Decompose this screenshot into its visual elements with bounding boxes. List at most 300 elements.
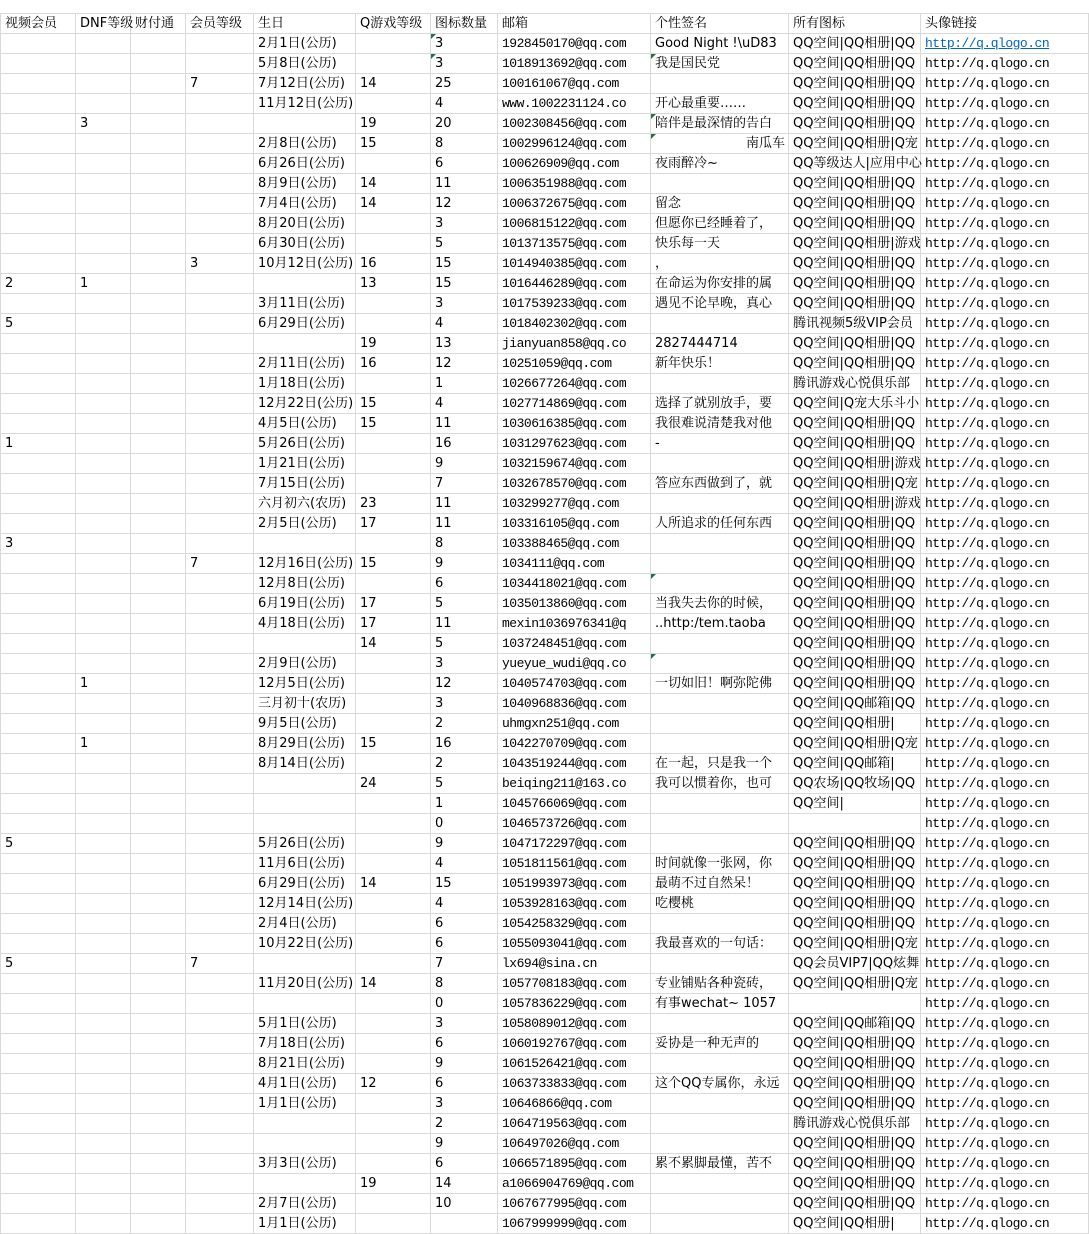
cell-icon-count[interactable]: 11 (431, 493, 498, 513)
cell-all-icons[interactable]: QQ空间|QQ相册|游戏 (789, 453, 921, 473)
cell-birthday[interactable] (254, 533, 356, 553)
cell-signature[interactable]: 2827444714 (651, 333, 789, 353)
cell-qgame-level[interactable]: 16 (356, 353, 431, 373)
cell-avatar-link[interactable]: http://q.qlogo.cn (921, 573, 1089, 593)
cell-email[interactable]: 1066571895@qq.com (498, 1153, 651, 1173)
cell-all-icons[interactable]: QQ空间|QQ相册|QQ (789, 1193, 921, 1213)
cell-avatar-link[interactable]: http://q.qlogo.cn (921, 653, 1089, 673)
cell-all-icons[interactable]: QQ空间|Q宠大乐斗小 (789, 393, 921, 413)
cell-tenpay[interactable] (131, 493, 186, 513)
cell-avatar-link[interactable]: http://q.qlogo.cn (921, 213, 1089, 233)
cell-video-vip[interactable] (1, 513, 76, 533)
cell-tenpay[interactable] (131, 513, 186, 533)
cell-avatar-link[interactable]: http://q.qlogo.cn (921, 673, 1089, 693)
cell-tenpay[interactable] (131, 673, 186, 693)
cell-vip-level[interactable] (186, 573, 254, 593)
cell-video-vip[interactable] (1, 1113, 76, 1133)
cell-all-icons[interactable]: QQ农场|QQ牧场|QQ (789, 773, 921, 793)
cell-tenpay[interactable] (131, 153, 186, 173)
cell-tenpay[interactable] (131, 1033, 186, 1053)
cell-email[interactable]: 1060192767@qq.com (498, 1033, 651, 1053)
cell-qgame-level[interactable] (356, 693, 431, 713)
cell-qgame-level[interactable] (356, 653, 431, 673)
cell-signature[interactable] (651, 173, 789, 193)
cell-video-vip[interactable] (1, 213, 76, 233)
cell-vip-level[interactable] (186, 1133, 254, 1153)
col-header-qgame-level[interactable]: Q游戏等级 (356, 13, 431, 33)
cell-qgame-level[interactable] (356, 1053, 431, 1073)
cell-video-vip[interactable] (1, 933, 76, 953)
cell-vip-level[interactable] (186, 233, 254, 253)
cell-vip-level[interactable] (186, 613, 254, 633)
cell-all-icons[interactable]: QQ空间|QQ相册|QQ (789, 513, 921, 533)
cell-all-icons[interactable]: QQ空间|QQ相册| (789, 1213, 921, 1233)
cell-email[interactable]: 1057708183@qq.com (498, 973, 651, 993)
cell-dnf-level[interactable] (76, 133, 131, 153)
cell-vip-level[interactable] (186, 1213, 254, 1233)
cell-email[interactable]: a1066904769@qq.com (498, 1173, 651, 1193)
cell-icon-count[interactable]: 16 (431, 733, 498, 753)
cell-vip-level[interactable] (186, 793, 254, 813)
cell-qgame-level[interactable]: 12 (356, 1073, 431, 1093)
cell-tenpay[interactable] (131, 33, 186, 53)
cell-tenpay[interactable] (131, 913, 186, 933)
cell-email[interactable]: 1035013860@qq.com (498, 593, 651, 613)
cell-qgame-level[interactable] (356, 213, 431, 233)
cell-tenpay[interactable] (131, 1053, 186, 1073)
cell-vip-level[interactable] (186, 893, 254, 913)
cell-tenpay[interactable] (131, 193, 186, 213)
cell-tenpay[interactable] (131, 433, 186, 453)
cell-birthday[interactable] (254, 1173, 356, 1193)
cell-all-icons[interactable]: QQ空间|QQ相册|QQ (789, 553, 921, 573)
cell-signature[interactable]: ..http:/tem.taoba (651, 613, 789, 633)
cell-dnf-level[interactable] (76, 213, 131, 233)
cell-birthday[interactable] (254, 993, 356, 1013)
cell-icon-count[interactable]: 7 (431, 473, 498, 493)
cell-all-icons[interactable]: QQ空间|QQ相册|QQ (789, 853, 921, 873)
cell-video-vip[interactable] (1, 393, 76, 413)
cell-all-icons[interactable]: QQ空间|QQ相册|QQ (789, 213, 921, 233)
cell-vip-level[interactable]: 7 (186, 553, 254, 573)
cell-avatar-link[interactable]: http://q.qlogo.cn (921, 1173, 1089, 1193)
cell-dnf-level[interactable] (76, 1033, 131, 1053)
cell-dnf-level[interactable] (76, 193, 131, 213)
cell-vip-level[interactable] (186, 533, 254, 553)
cell-signature[interactable]: 一切如旧！啊弥陀佛 (651, 673, 789, 693)
cell-dnf-level[interactable]: 1 (76, 273, 131, 293)
cell-vip-level[interactable] (186, 633, 254, 653)
cell-birthday[interactable]: 6月29日(公历) (254, 313, 356, 333)
cell-avatar-link[interactable]: http://q.qlogo.cn (921, 393, 1089, 413)
cell-qgame-level[interactable]: 15 (356, 553, 431, 573)
cell-signature[interactable] (651, 913, 789, 933)
cell-video-vip[interactable] (1, 193, 76, 213)
cell-video-vip[interactable] (1, 1133, 76, 1153)
cell-icon-count[interactable]: 15 (431, 873, 498, 893)
cell-dnf-level[interactable] (76, 913, 131, 933)
cell-vip-level[interactable] (186, 833, 254, 853)
cell-all-icons[interactable]: QQ空间|QQ相册|QQ (789, 1153, 921, 1173)
cell-dnf-level[interactable] (76, 1053, 131, 1073)
cell-qgame-level[interactable]: 14 (356, 193, 431, 213)
cell-dnf-level[interactable]: 3 (76, 113, 131, 133)
cell-signature[interactable]: 答应东西做到了，就 (651, 473, 789, 493)
cell-birthday[interactable]: 4月18日(公历) (254, 613, 356, 633)
cell-video-vip[interactable] (1, 413, 76, 433)
cell-signature[interactable] (651, 1133, 789, 1153)
cell-qgame-level[interactable]: 14 (356, 873, 431, 893)
cell-signature[interactable]: 夜雨醉冷~ (651, 153, 789, 173)
cell-video-vip[interactable] (1, 1073, 76, 1093)
cell-dnf-level[interactable] (76, 533, 131, 553)
cell-dnf-level[interactable] (76, 813, 131, 833)
cell-email[interactable]: 1002308456@qq.com (498, 113, 651, 133)
cell-dnf-level[interactable] (76, 333, 131, 353)
cell-all-icons[interactable]: QQ空间|QQ相册|QQ (789, 1073, 921, 1093)
cell-video-vip[interactable] (1, 913, 76, 933)
cell-tenpay[interactable] (131, 1193, 186, 1213)
cell-icon-count[interactable]: 11 (431, 513, 498, 533)
cell-all-icons[interactable]: QQ空间|QQ邮箱| (789, 753, 921, 773)
cell-all-icons[interactable]: QQ空间|QQ相册|QQ (789, 593, 921, 613)
cell-avatar-link[interactable]: http://q.qlogo.cn (921, 1033, 1089, 1053)
cell-birthday[interactable]: 10月12日(公历) (254, 253, 356, 273)
cell-vip-level[interactable]: 7 (186, 953, 254, 973)
cell-qgame-level[interactable]: 14 (356, 633, 431, 653)
cell-signature[interactable] (651, 633, 789, 653)
cell-tenpay[interactable] (131, 453, 186, 473)
cell-dnf-level[interactable] (76, 713, 131, 733)
cell-qgame-level[interactable] (356, 793, 431, 813)
cell-tenpay[interactable] (131, 993, 186, 1013)
cell-all-icons[interactable] (789, 993, 921, 1013)
cell-icon-count[interactable]: 3 (431, 1093, 498, 1113)
cell-video-vip[interactable] (1, 1173, 76, 1193)
cell-email[interactable]: 1051993973@qq.com (498, 873, 651, 893)
cell-email[interactable]: 1058089012@qq.com (498, 1013, 651, 1033)
cell-icon-count[interactable]: 6 (431, 1033, 498, 1053)
cell-icon-count[interactable] (431, 1213, 498, 1233)
cell-birthday[interactable]: 12月8日(公历) (254, 573, 356, 593)
cell-all-icons[interactable]: 腾讯游戏心悦俱乐部 (789, 1113, 921, 1133)
cell-dnf-level[interactable] (76, 33, 131, 53)
cell-video-vip[interactable] (1, 493, 76, 513)
cell-all-icons[interactable]: QQ会员VIP7|QQ炫舞 (789, 953, 921, 973)
cell-icon-count[interactable]: 2 (431, 753, 498, 773)
cell-birthday[interactable]: 11月6日(公历) (254, 853, 356, 873)
cell-birthday[interactable]: 3月11日(公历) (254, 293, 356, 313)
cell-birthday[interactable]: 8月14日(公历) (254, 753, 356, 773)
cell-qgame-level[interactable]: 14 (356, 73, 431, 93)
cell-qgame-level[interactable] (356, 1193, 431, 1213)
cell-avatar-link[interactable]: http://q.qlogo.cn (921, 1213, 1089, 1233)
cell-tenpay[interactable] (131, 333, 186, 353)
cell-qgame-level[interactable] (356, 833, 431, 853)
cell-avatar-link[interactable]: http://q.qlogo.cn (921, 1153, 1089, 1173)
cell-email[interactable]: 1063733833@qq.com (498, 1073, 651, 1093)
cell-video-vip[interactable] (1, 553, 76, 573)
cell-dnf-level[interactable] (76, 553, 131, 573)
cell-birthday[interactable]: 1月1日(公历) (254, 1213, 356, 1233)
cell-qgame-level[interactable] (356, 233, 431, 253)
cell-birthday[interactable]: 三月初十(农历) (254, 693, 356, 713)
cell-all-icons[interactable] (789, 813, 921, 833)
cell-signature[interactable]: 在命运为你安排的属 (651, 273, 789, 293)
cell-icon-count[interactable]: 6 (431, 1153, 498, 1173)
cell-vip-level[interactable] (186, 993, 254, 1013)
cell-qgame-level[interactable] (356, 373, 431, 393)
cell-qgame-level[interactable]: 19 (356, 333, 431, 353)
cell-all-icons[interactable]: QQ空间|QQ相册| (789, 713, 921, 733)
cell-all-icons[interactable]: QQ空间|QQ相册|QQ (789, 613, 921, 633)
cell-vip-level[interactable] (186, 1193, 254, 1213)
cell-birthday[interactable] (254, 773, 356, 793)
cell-icon-count[interactable]: 9 (431, 1133, 498, 1153)
cell-video-vip[interactable] (1, 993, 76, 1013)
cell-tenpay[interactable] (131, 1133, 186, 1153)
cell-email[interactable]: 1045766069@qq.com (498, 793, 651, 813)
cell-email[interactable]: 100161067@qq.com (498, 73, 651, 93)
cell-birthday[interactable]: 11月20日(公历) (254, 973, 356, 993)
cell-tenpay[interactable] (131, 953, 186, 973)
cell-qgame-level[interactable]: 19 (356, 1173, 431, 1193)
cell-video-vip[interactable] (1, 593, 76, 613)
cell-signature[interactable] (651, 953, 789, 973)
cell-email[interactable]: 1014940385@qq.com (498, 253, 651, 273)
cell-avatar-link[interactable]: http://q.qlogo.cn (921, 93, 1089, 113)
cell-birthday[interactable]: 12月14日(公历) (254, 893, 356, 913)
cell-avatar-link[interactable]: http://q.qlogo.cn (921, 1193, 1089, 1213)
cell-vip-level[interactable] (186, 1013, 254, 1033)
cell-all-icons[interactable]: QQ空间|QQ相册|游戏 (789, 493, 921, 513)
cell-birthday[interactable]: 2月11日(公历) (254, 353, 356, 373)
cell-vip-level[interactable] (186, 1173, 254, 1193)
cell-all-icons[interactable]: QQ空间|QQ相册|Q宠 (789, 733, 921, 753)
cell-all-icons[interactable]: QQ空间|QQ相册|QQ (789, 113, 921, 133)
cell-email[interactable]: 100626909@qq.com (498, 153, 651, 173)
cell-birthday[interactable]: 3月3日(公历) (254, 1153, 356, 1173)
cell-dnf-level[interactable] (76, 973, 131, 993)
cell-signature[interactable] (651, 693, 789, 713)
cell-video-vip[interactable] (1, 113, 76, 133)
cell-birthday[interactable]: 2月9日(公历) (254, 653, 356, 673)
cell-avatar-link[interactable]: http://q.qlogo.cn (921, 933, 1089, 953)
cell-all-icons[interactable]: QQ空间|QQ相册|QQ (789, 353, 921, 373)
cell-signature[interactable] (651, 533, 789, 553)
cell-email[interactable]: 1034111@qq.com (498, 553, 651, 573)
cell-email[interactable]: 1040968836@qq.com (498, 693, 651, 713)
cell-video-vip[interactable] (1, 333, 76, 353)
cell-vip-level[interactable] (186, 913, 254, 933)
cell-dnf-level[interactable] (76, 753, 131, 773)
cell-icon-count[interactable]: 9 (431, 833, 498, 853)
cell-signature[interactable]: 开心最重要…… (651, 93, 789, 113)
cell-dnf-level[interactable] (76, 373, 131, 393)
cell-tenpay[interactable] (131, 133, 186, 153)
cell-email[interactable]: 103388465@qq.com (498, 533, 651, 553)
cell-dnf-level[interactable] (76, 173, 131, 193)
cell-tenpay[interactable] (131, 1153, 186, 1173)
cell-email[interactable]: 1006372675@qq.com (498, 193, 651, 213)
cell-signature[interactable] (651, 1093, 789, 1113)
cell-avatar-link[interactable]: http://q.qlogo.cn (921, 293, 1089, 313)
cell-vip-level[interactable] (186, 1073, 254, 1093)
cell-vip-level[interactable] (186, 213, 254, 233)
cell-tenpay[interactable] (131, 793, 186, 813)
cell-video-vip[interactable]: 2 (1, 273, 76, 293)
cell-avatar-link[interactable]: http://q.qlogo.cn (921, 1093, 1089, 1113)
cell-avatar-link[interactable]: http://q.qlogo.cn (921, 953, 1089, 973)
cell-signature[interactable] (651, 73, 789, 93)
cell-tenpay[interactable] (131, 373, 186, 393)
cell-video-vip[interactable] (1, 773, 76, 793)
cell-all-icons[interactable]: QQ空间|QQ相册|QQ (789, 653, 921, 673)
cell-birthday[interactable]: 2月1日(公历) (254, 33, 356, 53)
cell-vip-level[interactable] (186, 773, 254, 793)
cell-signature[interactable]: 有事wechat~ 1057 (651, 993, 789, 1013)
cell-birthday[interactable]: 6月29日(公历) (254, 873, 356, 893)
cell-birthday[interactable]: 4月5日(公历) (254, 413, 356, 433)
cell-qgame-level[interactable] (356, 313, 431, 333)
cell-signature[interactable]: - (651, 433, 789, 453)
cell-icon-count[interactable]: 14 (431, 1173, 498, 1193)
cell-video-vip[interactable] (1, 873, 76, 893)
cell-avatar-link[interactable]: http://q.qlogo.cn (921, 153, 1089, 173)
cell-signature[interactable]: 最萌不过自然呆！ (651, 873, 789, 893)
cell-icon-count[interactable]: 6 (431, 1073, 498, 1093)
cell-all-icons[interactable]: 腾讯游戏心悦俱乐部 (789, 373, 921, 393)
cell-qgame-level[interactable] (356, 913, 431, 933)
cell-tenpay[interactable] (131, 113, 186, 133)
cell-signature[interactable]: 累不累脚最懂，苦不 (651, 1153, 789, 1173)
cell-email[interactable]: 1017539233@qq.com (498, 293, 651, 313)
cell-signature[interactable] (651, 833, 789, 853)
cell-all-icons[interactable]: QQ空间|QQ相册|QQ (789, 1133, 921, 1153)
cell-email[interactable]: 1037248451@qq.com (498, 633, 651, 653)
cell-qgame-level[interactable]: 17 (356, 613, 431, 633)
cell-birthday[interactable] (254, 953, 356, 973)
cell-video-vip[interactable] (1, 133, 76, 153)
cell-video-vip[interactable] (1, 353, 76, 373)
cell-video-vip[interactable] (1, 1033, 76, 1053)
col-header-signature[interactable]: 个性签名 (651, 13, 789, 33)
cell-video-vip[interactable] (1, 253, 76, 273)
cell-video-vip[interactable] (1, 893, 76, 913)
cell-avatar-link[interactable]: http://q.qlogo.cn (921, 1133, 1089, 1153)
cell-birthday[interactable] (254, 1133, 356, 1153)
cell-signature[interactable] (651, 733, 789, 753)
cell-signature[interactable] (651, 1193, 789, 1213)
cell-vip-level[interactable] (186, 653, 254, 673)
cell-all-icons[interactable]: QQ空间|QQ相册|QQ (789, 1053, 921, 1073)
cell-vip-level[interactable] (186, 1153, 254, 1173)
cell-vip-level[interactable] (186, 813, 254, 833)
cell-email[interactable]: 1047172297@qq.com (498, 833, 651, 853)
cell-birthday[interactable]: 9月5日(公历) (254, 713, 356, 733)
cell-vip-level[interactable] (186, 1113, 254, 1133)
cell-avatar-link[interactable]: http://q.qlogo.cn (921, 613, 1089, 633)
cell-birthday[interactable] (254, 273, 356, 293)
cell-birthday[interactable]: 六月初六(农历) (254, 493, 356, 513)
cell-avatar-link[interactable]: http://q.qlogo.cn (921, 713, 1089, 733)
cell-signature[interactable]: Good Night !\uD83 (651, 33, 789, 53)
cell-dnf-level[interactable] (76, 393, 131, 413)
cell-qgame-level[interactable] (356, 853, 431, 873)
cell-qgame-level[interactable]: 14 (356, 173, 431, 193)
cell-signature[interactable] (651, 453, 789, 473)
cell-vip-level[interactable] (186, 1033, 254, 1053)
cell-icon-count[interactable]: 1 (431, 373, 498, 393)
col-header-dnf-level[interactable]: DNF等级 (76, 13, 131, 33)
cell-email[interactable]: 1032159674@qq.com (498, 453, 651, 473)
cell-qgame-level[interactable] (356, 1113, 431, 1133)
cell-all-icons[interactable]: QQ空间|QQ相册|QQ (789, 33, 921, 53)
cell-dnf-level[interactable] (76, 453, 131, 473)
cell-avatar-link[interactable]: http://q.qlogo.cn (921, 633, 1089, 653)
cell-qgame-level[interactable] (356, 433, 431, 453)
cell-birthday[interactable]: 4月1日(公历) (254, 1073, 356, 1093)
cell-all-icons[interactable]: QQ空间|QQ相册|QQ (789, 913, 921, 933)
cell-birthday[interactable]: 1月21日(公历) (254, 453, 356, 473)
cell-email[interactable]: beiqing211@163.co (498, 773, 651, 793)
cell-email[interactable]: 1051811561@qq.com (498, 853, 651, 873)
cell-birthday[interactable]: 8月20日(公历) (254, 213, 356, 233)
cell-tenpay[interactable] (131, 1073, 186, 1093)
cell-all-icons[interactable]: QQ空间|QQ相册|QQ (789, 273, 921, 293)
cell-video-vip[interactable]: 5 (1, 833, 76, 853)
cell-icon-count[interactable]: 3 (431, 213, 498, 233)
cell-video-vip[interactable] (1, 973, 76, 993)
cell-all-icons[interactable]: QQ空间|QQ相册|QQ (789, 533, 921, 553)
cell-email[interactable]: 106497026@qq.com (498, 1133, 651, 1153)
cell-dnf-level[interactable] (76, 873, 131, 893)
cell-birthday[interactable]: 8月29日(公历) (254, 733, 356, 753)
cell-qgame-level[interactable] (356, 93, 431, 113)
cell-avatar-link[interactable]: http://q.qlogo.cn (921, 733, 1089, 753)
cell-avatar-link[interactable]: http://q.qlogo.cn (921, 693, 1089, 713)
cell-email[interactable]: 1067999999@qq.com (498, 1213, 651, 1233)
cell-tenpay[interactable] (131, 473, 186, 493)
cell-tenpay[interactable] (131, 1213, 186, 1233)
cell-video-vip[interactable] (1, 733, 76, 753)
cell-icon-count[interactable]: 5 (431, 773, 498, 793)
cell-email[interactable]: 1016446289@qq.com (498, 273, 651, 293)
cell-signature[interactable]: ， (651, 253, 789, 273)
cell-icon-count[interactable]: 3 (431, 653, 498, 673)
cell-qgame-level[interactable] (356, 1133, 431, 1153)
cell-qgame-level[interactable] (356, 53, 431, 73)
cell-video-vip[interactable]: 3 (1, 533, 76, 553)
cell-dnf-level[interactable] (76, 1093, 131, 1113)
cell-all-icons[interactable]: 腾讯视频5级VIP会员 (789, 313, 921, 333)
cell-avatar-link[interactable]: http://q.qlogo.cn (921, 353, 1089, 373)
cell-email[interactable]: 1031297623@qq.com (498, 433, 651, 453)
cell-tenpay[interactable] (131, 1113, 186, 1133)
cell-icon-count[interactable]: 6 (431, 913, 498, 933)
cell-all-icons[interactable]: QQ空间|QQ相册|QQ (789, 1033, 921, 1053)
cell-icon-count[interactable]: 15 (431, 253, 498, 273)
cell-dnf-level[interactable] (76, 893, 131, 913)
cell-vip-level[interactable] (186, 593, 254, 613)
cell-avatar-link[interactable]: http://q.qlogo.cn (921, 1013, 1089, 1033)
cell-qgame-level[interactable]: 15 (356, 133, 431, 153)
cell-signature[interactable]: 吃樱桃 (651, 893, 789, 913)
cell-icon-count[interactable]: 3 (431, 293, 498, 313)
cell-tenpay[interactable] (131, 253, 186, 273)
cell-video-vip[interactable] (1, 673, 76, 693)
cell-signature[interactable] (651, 1213, 789, 1233)
